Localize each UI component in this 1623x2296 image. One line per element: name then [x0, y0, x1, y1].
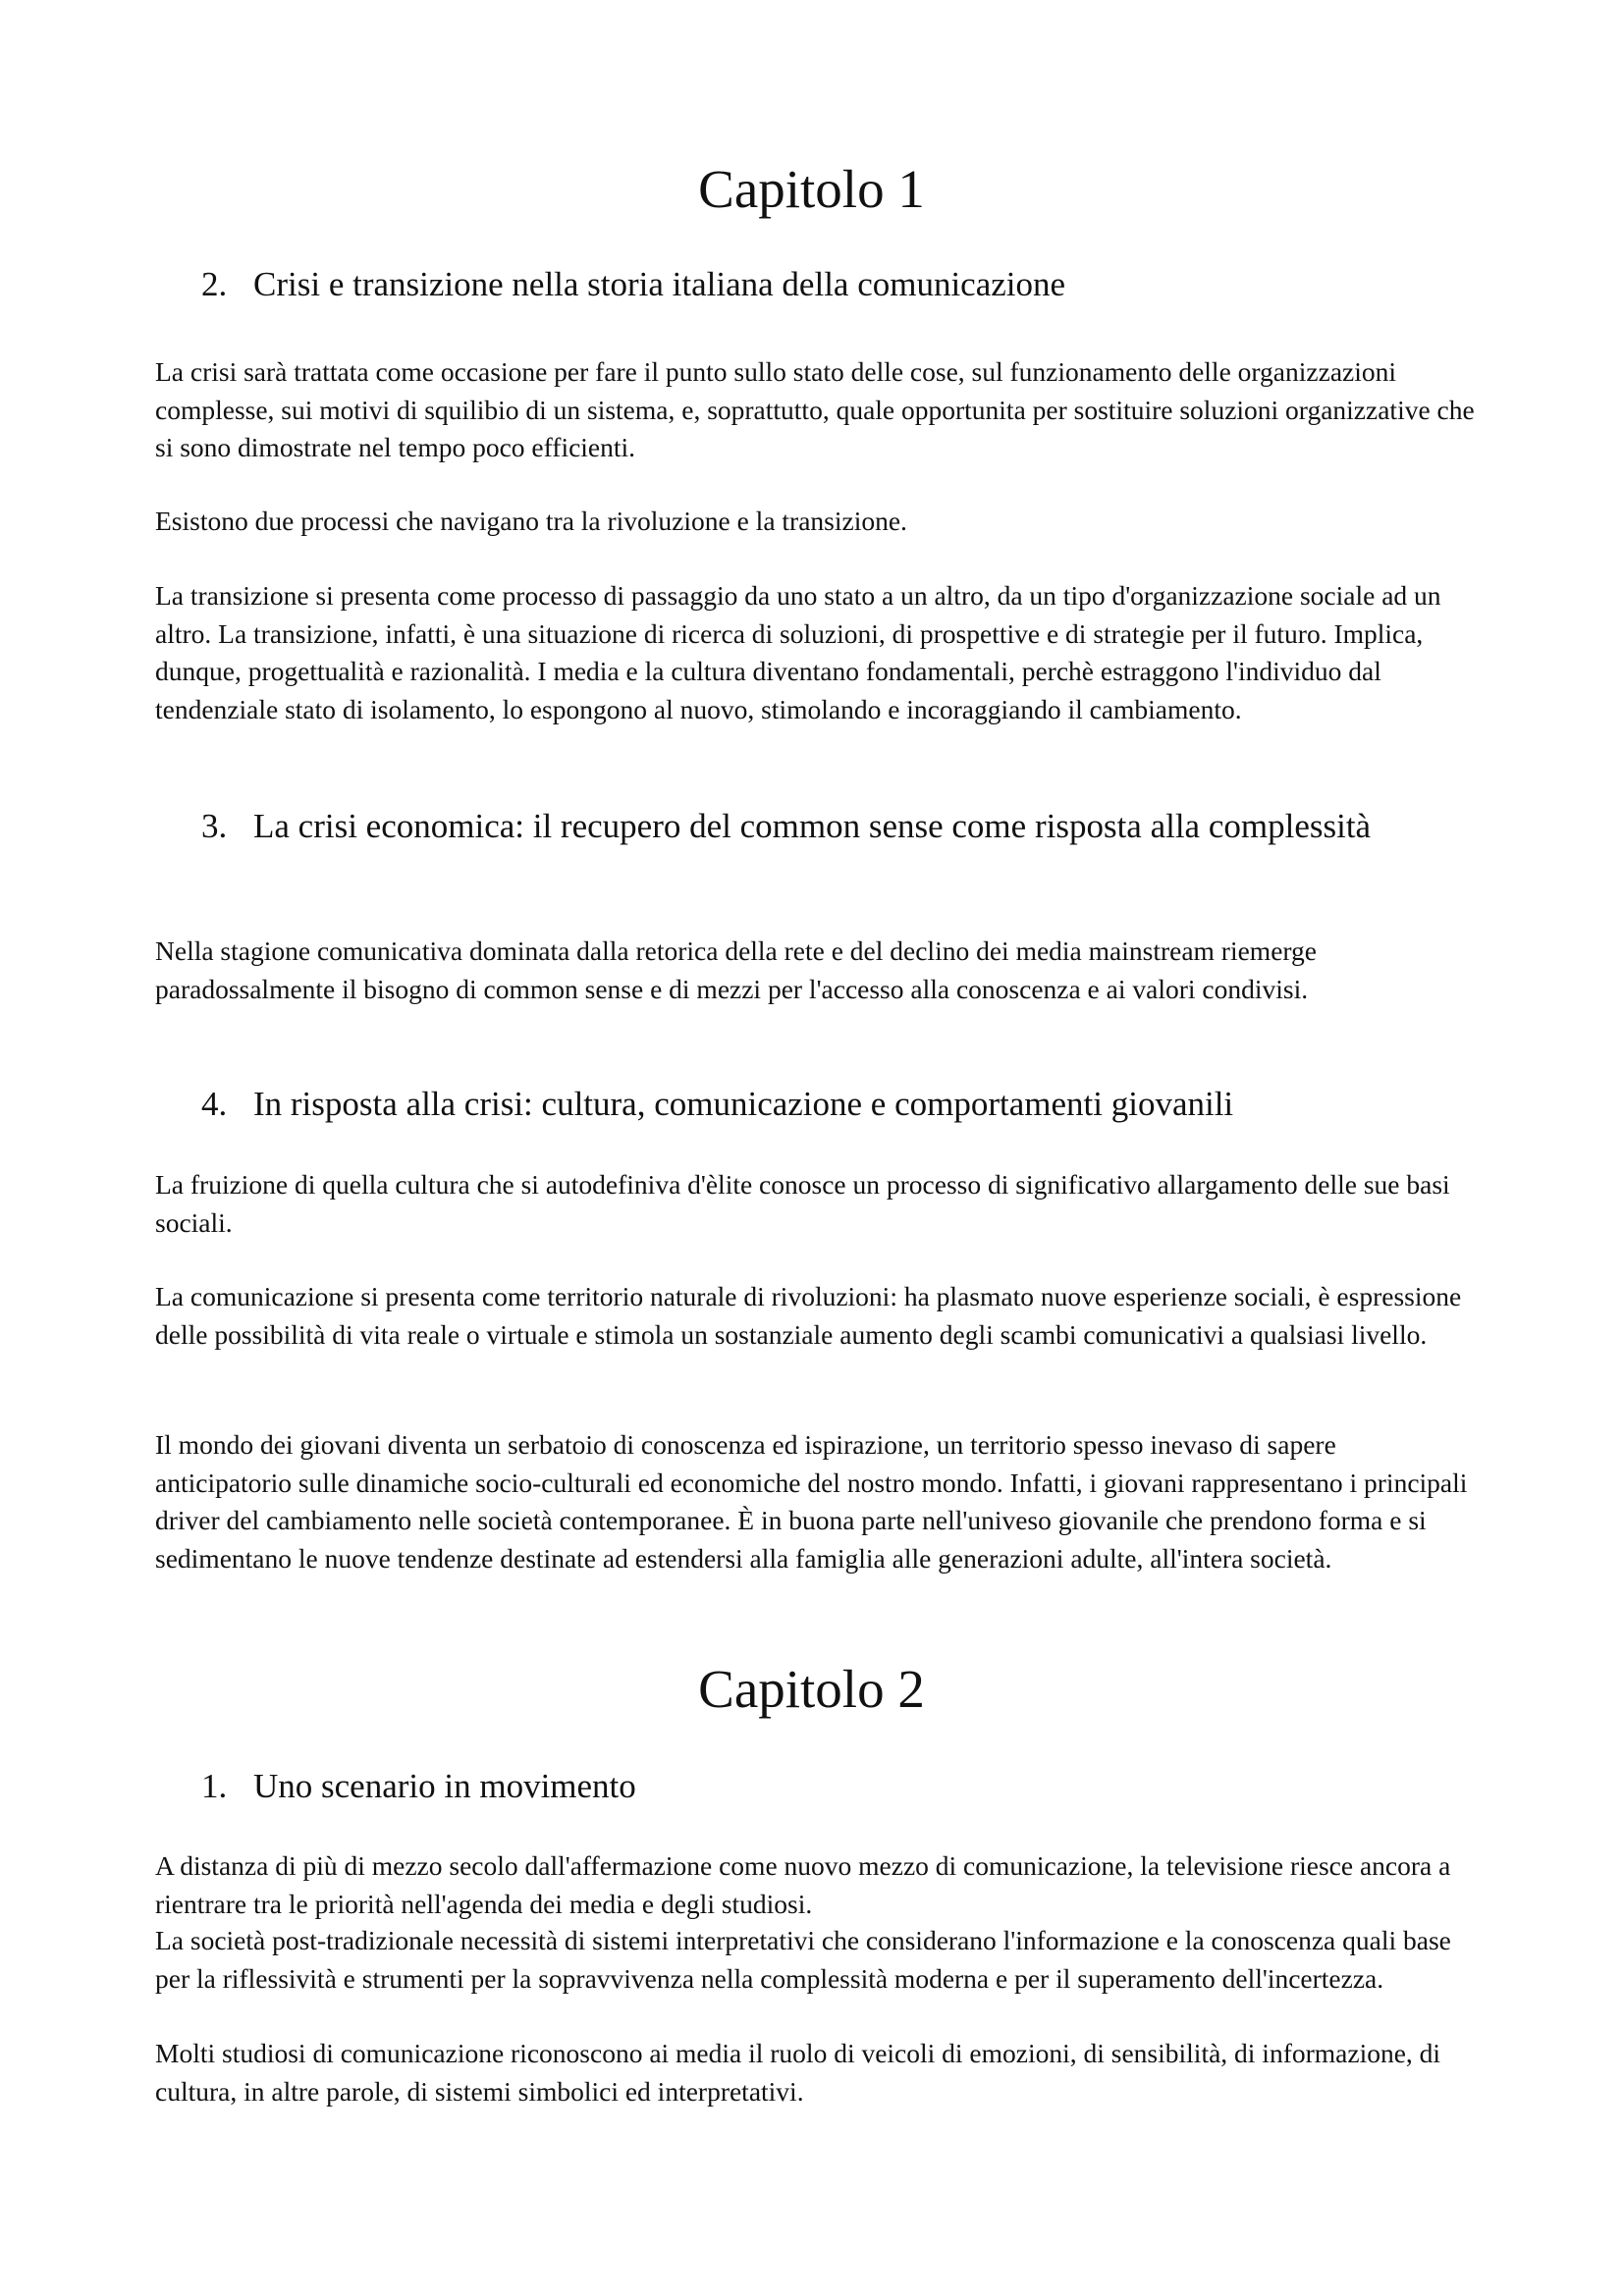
paragraph: La società post-tradizionale necessità di sistemi interpretativi che considerano l'informazione e la conoscenza quali base per la riflessività e strumenti per la sopravvivenza nella complessità moderna e per il superamento dell'incertezza. [155, 1925, 1451, 1994]
section-number: 4. [201, 1085, 228, 1123]
section-title: Crisi e transizione nella storia italiana della comunicazione [253, 265, 1066, 303]
section-title: In risposta alla crisi: cultura, comunicazione e comportamenti giovanili [253, 1085, 1234, 1123]
section-title: Uno scenario in movimento [253, 1767, 636, 1805]
section-heading [201, 1083, 1438, 1126]
paragraph: La comunicazione si presenta come territorio naturale di rivoluzioni: ha plasmato nuove esperienze sociali, è espressione delle possibilità di vita reale o virtuale e stimola un sostanziale aumento degli scambi comunicativi a qualsiasi livello. [155, 1281, 1462, 1350]
chapter-1-title: Capitolo 1 [698, 159, 925, 219]
paragraph: La fruizione di quella cultura che si autodefiniva d'èlite conosce un processo di significativo allargamento delle sue basi sociali. [155, 1169, 1450, 1238]
section-number: 3. [201, 807, 228, 845]
section-title: La crisi economica: il recupero del common sense come risposta alla complessità [253, 807, 1372, 845]
section-heading [201, 1765, 1438, 1808]
section-number: 2. [201, 265, 228, 303]
section-heading [201, 805, 1438, 848]
chapter-2-title: Capitolo 2 [698, 1659, 925, 1719]
section-heading [201, 263, 1438, 306]
paragraph: Il mondo dei giovani diventa un serbatoio di conoscenza ed ispirazione, un territorio spesso inevaso di sapere anticipatorio sulle dinamiche socio-culturali ed economiche del nostro mondo. Infatti, i giovani rappresentano i principali driver del cambiamento nelle società contemporanee. È in buona parte nell'univeso giovanile che prendono forma e si sedimentano le nuove tendenze destinate ad estendersi alla famiglia alle generazioni adulte, all'intera società. [155, 1429, 1468, 1574]
paragraph: La transizione si presenta come processo di passaggio da uno stato a un altro, da un tipo d'organizzazione sociale ad un altro. La transizione, infatti, è una situazione di ricerca di soluzioni, di prospettive e di strategie per il futuro. Implica, dunque, progettualità e razionalità. I media e la cultura diventano fondamentali, perchè estraggono l'individuo dal tendenziale stato di isolamento, lo espongono al nuovo, stimolando e incoraggiando il cambiamento. [155, 580, 1441, 724]
paragraph: Nella stagione comunicativa dominata dalla retorica della rete e del declino dei media mainstream riemerge paradossalmente il bisogno di common sense e di mezzi per l'accesso alla conoscenza e ai valori condivisi. [155, 935, 1318, 1004]
paragraph: A distanza di più di mezzo secolo dall'affermazione come nuovo mezzo di comunicazione, la televisione riesce ancora a rientrare tra le priorità nell'agenda dei media e degli studiosi. [155, 1850, 1451, 1919]
paragraph: Esistono due processi che navigano tra la rivoluzione e la transizione. [155, 506, 907, 536]
section-number: 1. [201, 1767, 228, 1805]
paragraph: La crisi sarà trattata come occasione per fare il punto sullo stato delle cose, sul funzionamento delle organizzazioni complesse, sui motivi di squilibio di un sistema, e, soprattutto, quale opportunita per sostituire soluzioni organizzative che si sono dimostrate nel tempo poco efficienti. [155, 356, 1475, 462]
paragraph: Molti studiosi di comunicazione riconoscono ai media il ruolo di veicoli di emozioni, di sensibilità, di informazione, di cultura, in altre parole, di sistemi simbolici ed interpretativi. [155, 2038, 1441, 2107]
